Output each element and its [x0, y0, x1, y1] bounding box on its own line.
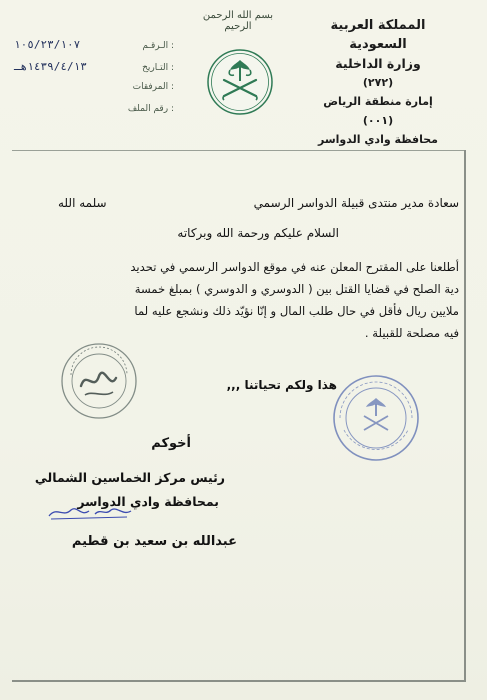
signature-location: بمحافظة وادي الدواسر: [77, 494, 219, 509]
kingdom-name: المملكة العربية السعودية: [330, 18, 426, 52]
basmala: بسم الله الرحمن الرحيم: [202, 10, 274, 32]
round-seal-stamp-icon: [58, 340, 140, 422]
greeting: السلام عليكم ورحمة الله وبركاته: [177, 226, 339, 240]
file-row: [14, 104, 174, 126]
addressee: سعادة مدير منتدى قبيلة الدواسر الرسمي: [253, 196, 459, 210]
signature-title: رئيس مركز الخماسين الشمالي: [34, 470, 225, 485]
body-line: أطلعنا على المقترح المعلن عنه في موقع الدواسر الرسمي في تحديد: [130, 260, 459, 274]
number-row: [14, 38, 174, 60]
date-value: ١٤٣٩/٤/١٣هـ: [14, 60, 87, 73]
emirate-code: (٠٠١): [362, 114, 394, 127]
governorate-name: محافظة وادي الدواسر: [318, 133, 438, 146]
ministry-code: (٢٧٢): [362, 76, 394, 89]
letterhead-right: [303, 16, 453, 149]
ministry-name: وزارة الداخلية: [335, 56, 421, 71]
body-line: دية الصلح في قضايا القتل بين ( الدوسري و الدوسري ) بمبلغ خمسة: [134, 282, 459, 296]
signatory-name: عبدالله بن سعيد بن قطيم: [71, 534, 237, 549]
letter-body: [39, 256, 459, 344]
date-row: [14, 60, 174, 82]
signature-brother: أخوكم: [151, 436, 191, 451]
official-blue-stamp-icon: [330, 372, 422, 464]
honorific: سلمه الله: [58, 196, 107, 210]
body-line: فيه مصلحة للقبيلة .: [364, 326, 459, 340]
body-line: ملايين ريال فأقل في حال طلب المال و إنّا نؤيّد ذلك ونشجع عليه لما: [134, 304, 459, 318]
date-label: التـاريخ :: [142, 63, 174, 73]
handwritten-date-icon: [45, 502, 135, 522]
attachments-row: [14, 82, 174, 104]
letter-meta: [14, 38, 174, 126]
file-label: رقم الملف :: [127, 104, 174, 114]
number-label: الـرقـم :: [142, 41, 174, 51]
emirate-name: إمارة منطقة الرياض: [323, 95, 433, 108]
attachments-label: المرفقات :: [132, 82, 174, 92]
saudi-emblem-icon: [206, 48, 274, 116]
closing: هذا ولكم تحياتنا ,,,: [226, 378, 337, 392]
number-value: ١٠٥/٢٣/١٠٧: [14, 38, 81, 51]
